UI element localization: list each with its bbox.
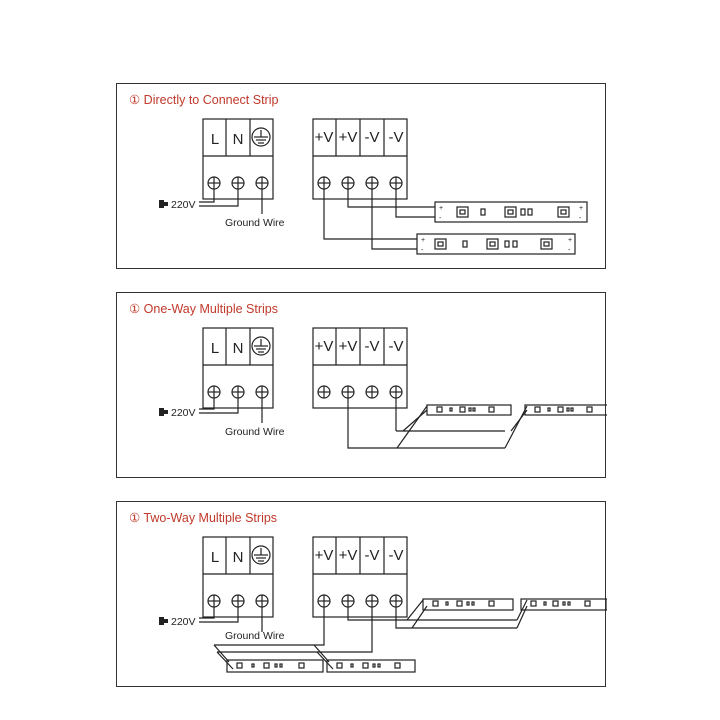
- voltage-label: 220V: [171, 199, 196, 211]
- panel-title: ① Directly to Connect Strip: [129, 93, 279, 107]
- strip-plus: +: [439, 205, 444, 212]
- terminal-label-n: N: [232, 340, 244, 357]
- terminal-label-n: N: [232, 549, 244, 566]
- terminal-label-pos: +V: [314, 129, 334, 146]
- terminal-label-neg: -V: [388, 129, 404, 146]
- panel-two-way: [116, 501, 606, 687]
- panel-title: ① One-Way Multiple Strips: [129, 302, 278, 316]
- terminal-label-neg: -V: [388, 547, 404, 564]
- terminal-label-pos: +V: [314, 547, 334, 564]
- power-plug-icon: [159, 408, 164, 416]
- terminal-label-pos: +V: [338, 338, 358, 355]
- ground-wire-label: Ground Wire: [225, 217, 285, 229]
- strip-minus: -: [439, 215, 442, 222]
- led-strip: [417, 234, 575, 254]
- terminal-label-neg: -V: [364, 547, 380, 564]
- panel-title: ① Two-Way Multiple Strips: [129, 511, 278, 525]
- power-plug-icon: [159, 617, 164, 625]
- wiring-diagram-two-way: [117, 502, 607, 688]
- terminal-label-neg: -V: [388, 338, 404, 355]
- strip-minus: -: [568, 247, 571, 254]
- terminal-label-pos: +V: [338, 129, 358, 146]
- power-plug-icon: [159, 200, 164, 208]
- terminal-label-n: N: [232, 131, 244, 148]
- strip-minus: -: [579, 215, 582, 222]
- ground-wire-label: Ground Wire: [225, 630, 285, 642]
- strip-plus: +: [568, 237, 573, 244]
- panel-direct-connect: [116, 83, 606, 269]
- ground-wire-label: Ground Wire: [225, 426, 285, 438]
- led-strip: [435, 202, 587, 222]
- led-strip: [327, 660, 415, 672]
- strip-minus: -: [421, 247, 424, 254]
- terminal-label-neg: -V: [364, 129, 380, 146]
- terminal-label-l: L: [210, 340, 220, 357]
- panel-one-way: [116, 292, 606, 478]
- terminal-label-l: L: [210, 549, 220, 566]
- strip-plus: +: [579, 205, 584, 212]
- terminal-label-pos: +V: [314, 338, 334, 355]
- strip-plus: +: [421, 237, 426, 244]
- wiring-diagram-one-way: [117, 293, 607, 479]
- terminal-label-l: L: [210, 131, 220, 148]
- voltage-label: 220V: [171, 407, 196, 419]
- voltage-label: 220V: [171, 616, 196, 628]
- terminal-label-neg: -V: [364, 338, 380, 355]
- terminal-label-pos: +V: [338, 547, 358, 564]
- wiring-diagram-direct: [117, 84, 607, 270]
